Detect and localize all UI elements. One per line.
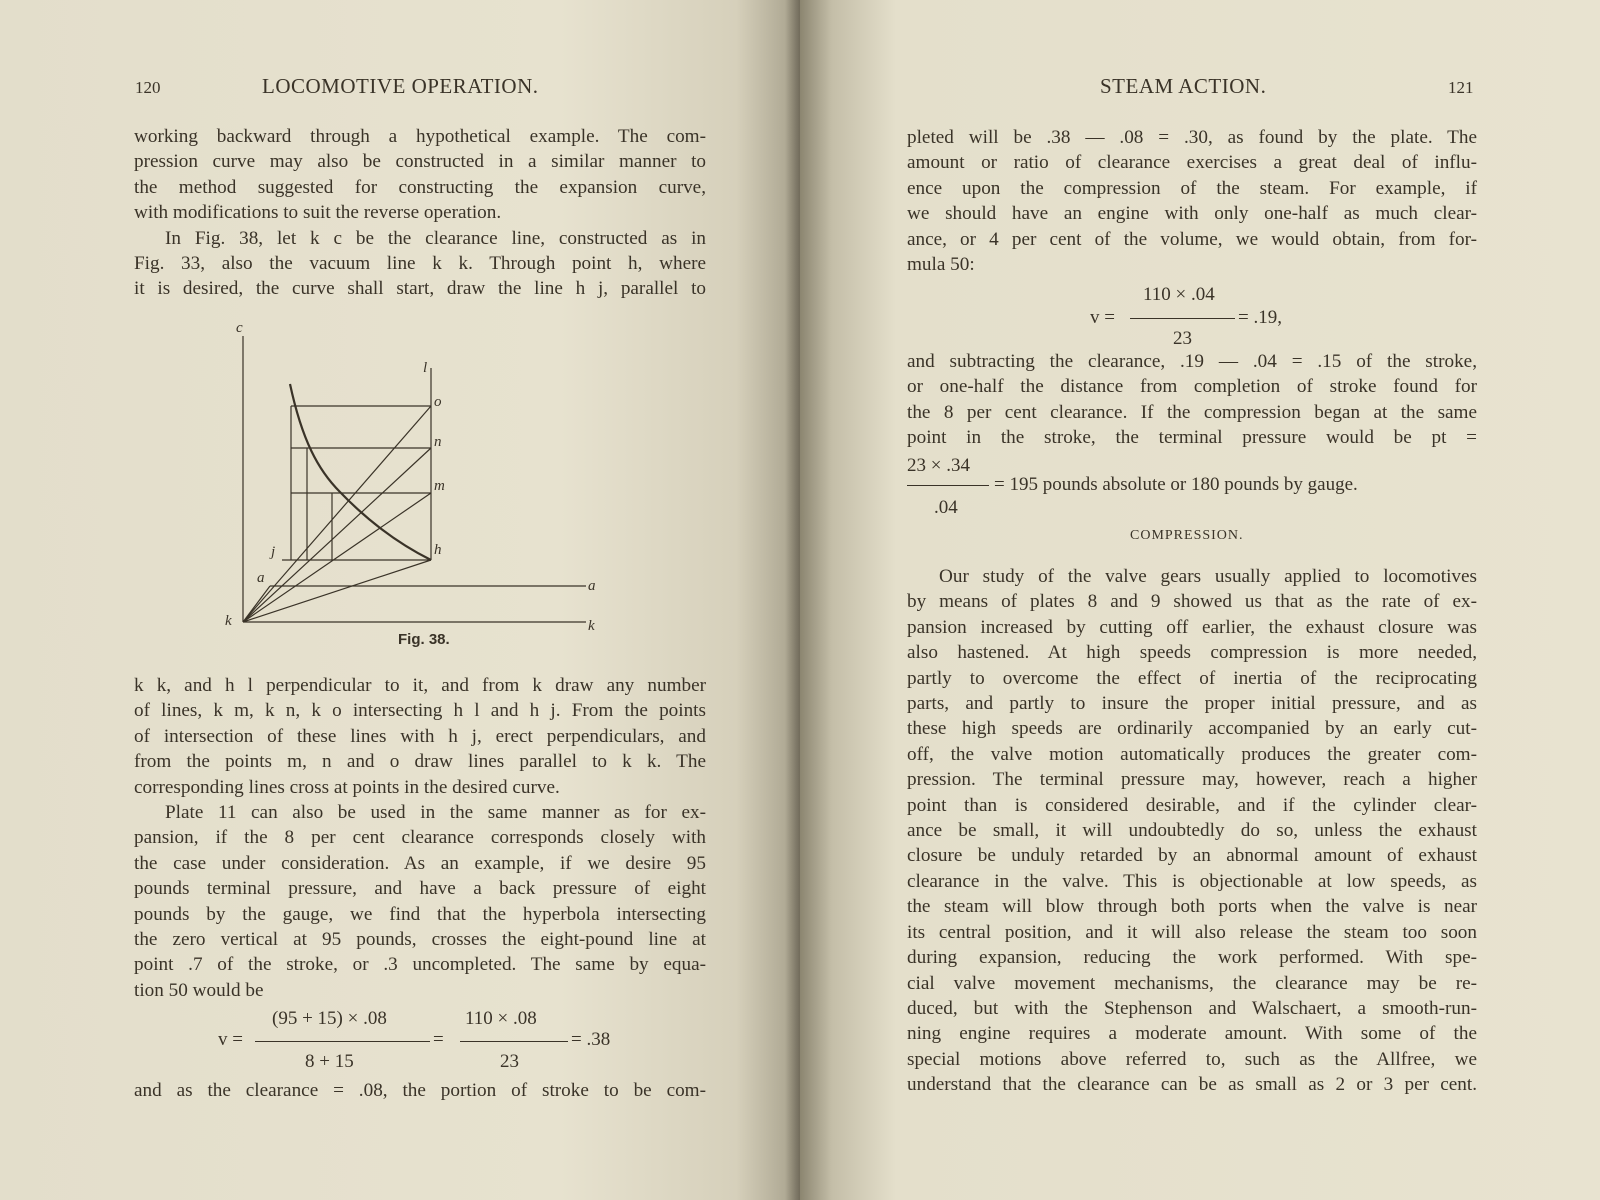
line-ka — [243, 586, 270, 622]
text-line: and subtracting the clearance, .19 — .04 = .15 of the stroke, — [907, 351, 1477, 372]
formula-result: = .38 — [571, 1029, 611, 1050]
text-line: and as the clearance = .08, the portion of stroke to be com- — [134, 1080, 706, 1101]
label-a-left: a — [257, 570, 265, 586]
paragraph — [134, 1078, 706, 1103]
text-line: duced, but with the Stephenson and Walschaert, a smooth-run- — [907, 997, 1477, 1019]
text-line: we should have an engine with only one-half as much clear- — [907, 203, 1477, 225]
text-line: the steam will blow through both ports when the valve is near — [907, 896, 1477, 918]
right-page — [800, 0, 1600, 1200]
text-line: from the points m, n and o draw lines parallel to k k. The — [134, 751, 706, 773]
text-line: closure be unduly retarded by an abnormal amount of exhaust — [907, 845, 1477, 867]
formula-denominator: 8 + 15 — [305, 1051, 354, 1072]
text-line: these high speeds are ordinarily accompanied by an early cut- — [907, 718, 1477, 740]
text-line: understand that the clearance can be as small as 2 or 3 per cent. — [907, 1074, 1477, 1096]
text-line: k k, and h l perpendicular to it, and from k draw any number — [134, 675, 706, 696]
compression-curve — [290, 384, 431, 560]
fraction-bar — [1130, 318, 1235, 319]
text-line: off, the valve motion automatically produces the greater com- — [907, 743, 1477, 765]
text-line: also hastened. At high speeds compression is more needed, — [907, 642, 1477, 664]
formula-numerator: 23 × .34 — [907, 455, 970, 476]
text-line: by means of plates 8 and 9 showed us that as the rate of ex- — [907, 591, 1477, 613]
formula-numerator: 110 × .08 — [465, 1008, 537, 1029]
text-line: pounds by the gauge, we find that the hyperbola intersecting — [134, 903, 706, 925]
text-line: pleted will be .38 — .08 = .30, as found by the plate. The — [907, 127, 1477, 148]
paragraph — [907, 564, 1477, 1098]
text-line: partly to overcome the effect of inertia of the reciprocating — [907, 667, 1477, 689]
text-line: ance be small, it will undoubtedly do so, unless the exhaust — [907, 820, 1477, 842]
text-line: pression curve may also be constructed in a similar manner to — [134, 151, 706, 173]
text-line: tion 50 would be — [134, 979, 264, 1001]
text-line: ence upon the compression of the steam. For example, if — [907, 177, 1477, 199]
label-c: c — [236, 320, 243, 336]
paragraph — [907, 349, 1477, 451]
text-line: Our study of the valve gears usually applied to locomotives — [939, 566, 1477, 587]
text-line: pansion, if the 8 per cent clearance corresponds closely with — [134, 827, 706, 849]
label-o: o — [434, 394, 442, 410]
label-a-right: a — [588, 578, 596, 594]
label-h: h — [434, 542, 442, 558]
running-head: LOCOMOTIVE OPERATION. — [262, 74, 539, 98]
text-line: it is desired, the curve shall start, draw the line h j, parallel to — [134, 278, 706, 300]
text-line: mula 50: — [907, 254, 975, 276]
running-head: STEAM ACTION. — [1100, 74, 1267, 98]
formula-denominator: .04 — [934, 497, 958, 518]
text-line: during expansion, reducing the work performed. With spe- — [907, 947, 1477, 969]
text-line: amount or ratio of clearance exercises a great deal of influ- — [907, 152, 1477, 174]
section-title: COMPRESSION. — [1130, 528, 1244, 543]
formula-lhs: v = — [218, 1029, 243, 1050]
text-line: or one-half the distance from completion of stroke found for — [907, 376, 1477, 398]
formula-equals: = — [433, 1029, 444, 1050]
label-k-right: k — [588, 618, 595, 634]
formula-result: = 195 pounds absolute or 180 pounds by gauge. — [994, 474, 1358, 495]
text-line: Fig. 33, also the vacuum line k k. Through point h, where — [134, 253, 706, 275]
text-line: point in the stroke, the terminal pressure would be pt = — [907, 427, 1477, 449]
text-line: pression. The terminal pressure may, however, reach a higher — [907, 769, 1477, 791]
paragraph — [907, 125, 1477, 277]
fraction-bar — [255, 1041, 430, 1042]
formula-result: = .19, — [1238, 307, 1282, 328]
text-line: the zero vertical at 95 pounds, crosses the eight-pound line at — [134, 929, 706, 951]
text-line: point .7 of the stroke, or .3 uncompleted. The same by equa- — [134, 954, 706, 976]
text-line: parts, and partly to insure the proper initial pressure, and as — [907, 693, 1477, 715]
text-line: ance, or 4 per cent of the volume, we would obtain, from for- — [907, 228, 1477, 250]
line-kn — [243, 448, 431, 622]
text-line: the 8 per cent clearance. If the compression began at the same — [907, 401, 1477, 423]
formula-lhs: v = — [1090, 307, 1115, 328]
formula-denominator: 23 — [1173, 328, 1192, 349]
text-line: the case under consideration. As an example, if we desire 95 — [134, 852, 706, 874]
figure-38-diagram — [220, 320, 620, 650]
text-line: its central position, and it will also release the steam too soon — [907, 921, 1477, 943]
label-n: n — [434, 434, 442, 450]
page-number: 120 — [135, 78, 161, 97]
text-line: pansion increased by cutting off earlier, the exhaust closure was — [907, 616, 1477, 638]
text-line: corresponding lines cross at points in the desired curve. — [134, 776, 560, 798]
line-ko — [243, 406, 431, 622]
label-k-left: k — [225, 613, 232, 629]
page-number: 121 — [1448, 78, 1474, 97]
text-line: of intersection of these lines with h j, erect perpendiculars, and — [134, 725, 706, 747]
text-line: with modifications to suit the reverse operation. — [134, 202, 502, 224]
label-j: j — [271, 544, 276, 560]
fraction-bar — [907, 485, 989, 486]
paragraph — [134, 673, 706, 1003]
formula-numerator: (95 + 15) × .08 — [272, 1008, 387, 1029]
fraction-bar — [460, 1041, 568, 1042]
text-line: cial valve movement mechanisms, the clearance may be re- — [907, 972, 1477, 994]
label-m: m — [434, 478, 445, 494]
text-line: ning engine requires a moderate amount. With some of the — [907, 1023, 1477, 1045]
text-line: Plate 11 can also be used in the same manner as for ex- — [165, 802, 706, 824]
text-line: In Fig. 38, let k c be the clearance line, constructed as in — [165, 227, 706, 249]
paragraph — [134, 124, 706, 302]
label-l: l — [423, 360, 428, 376]
text-line: special motions above referred to, such as the Allfree, we — [907, 1048, 1477, 1070]
line-kh — [243, 560, 431, 622]
formula-numerator: 110 × .04 — [1143, 284, 1215, 305]
text-line: working backward through a hypothetical example. The com- — [134, 126, 706, 147]
text-line: the method suggested for constructing the expansion curve, — [134, 176, 706, 198]
text-line: pounds terminal pressure, and have a back pressure of eight — [134, 878, 706, 900]
text-line: of lines, k m, k n, k o intersecting h l and h j. From the points — [134, 700, 706, 722]
text-line: clearance in the valve. This is objectionable at low speeds, as — [907, 870, 1477, 892]
figure-caption: Fig. 38. — [398, 631, 450, 648]
text-line: point than is considered desirable, and if the cylinder clear- — [907, 794, 1477, 816]
formula-denominator: 23 — [500, 1051, 519, 1072]
